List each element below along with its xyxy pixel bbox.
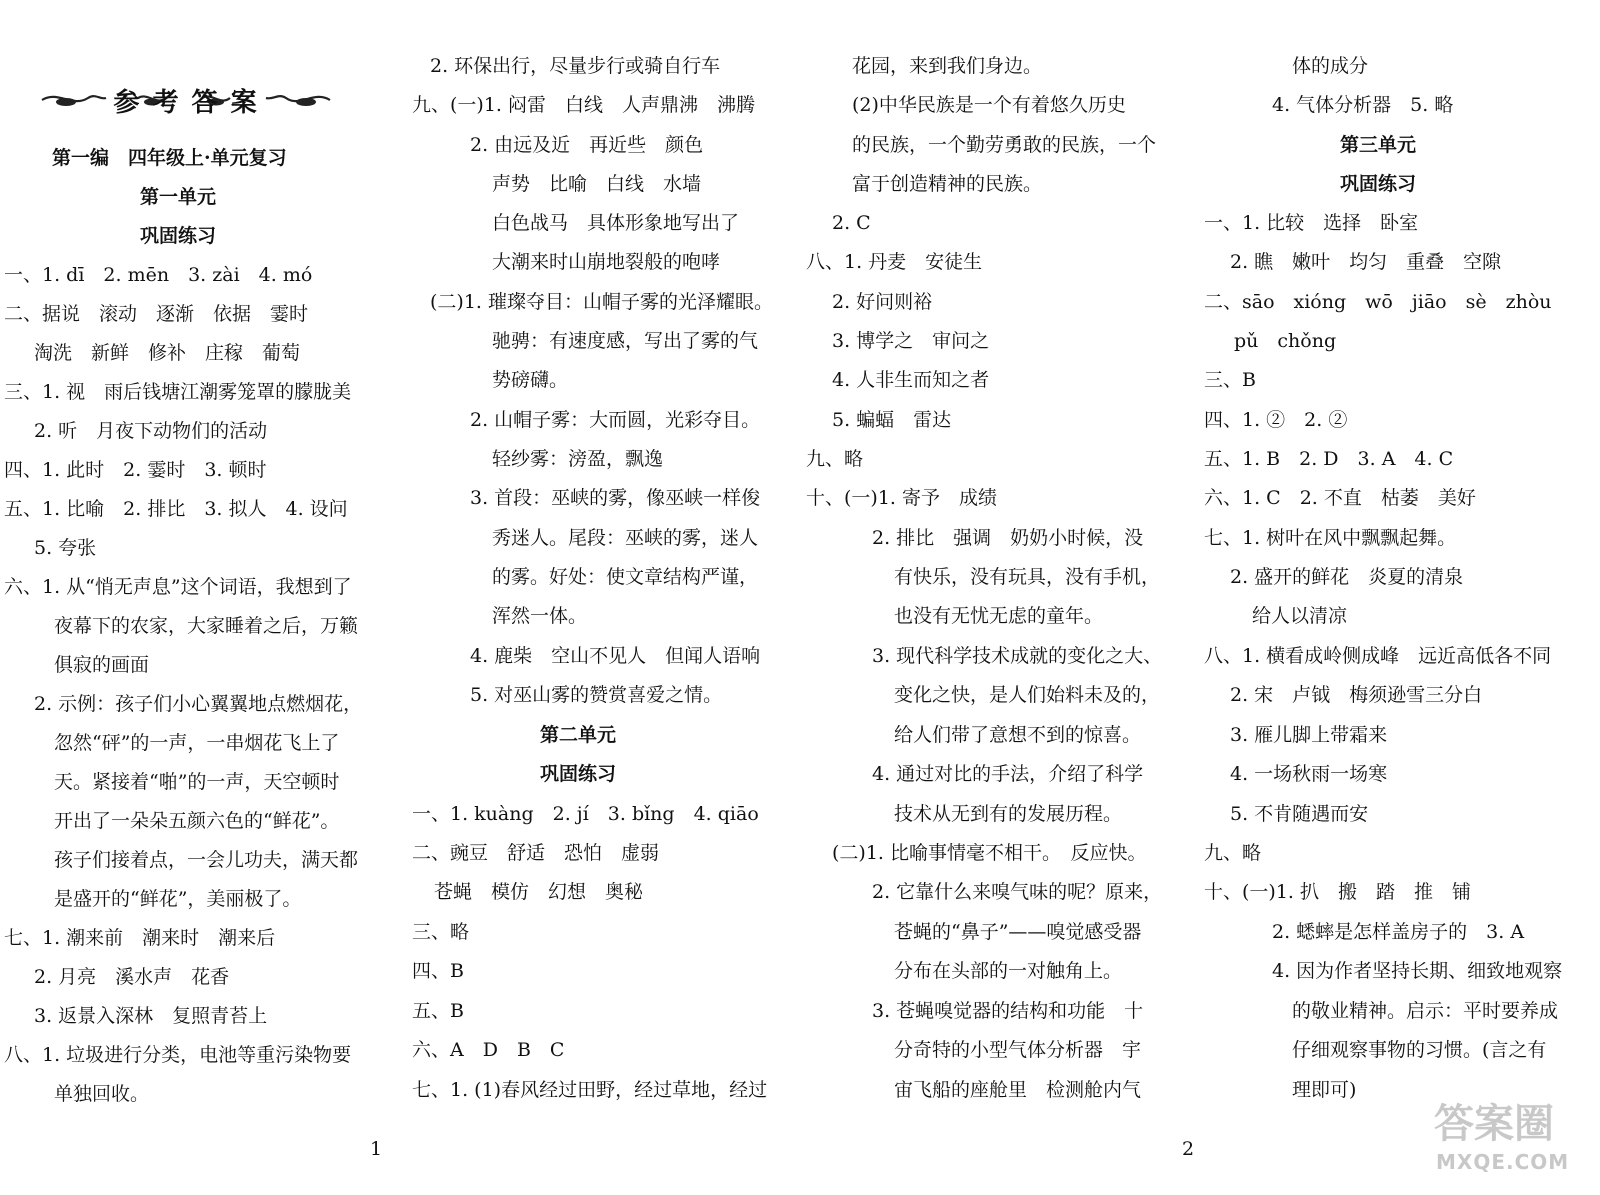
answer-line: 2. 月亮 溪水声 花香 — [34, 966, 230, 988]
answer-line: 四、1. ② 2. ② — [1204, 409, 1348, 431]
answer-line: 九、略 — [806, 448, 864, 470]
answer-line: 5. 对巫山雾的赞赏喜爱之情。 — [470, 684, 723, 706]
answer-line: 二、豌豆 舒适 恐怕 虚弱 — [412, 842, 660, 864]
answer-line: 2. 它靠什么来嗅气味的呢？原来， — [872, 881, 1163, 903]
answer-line: 技术从无到有的发展历程。 — [894, 803, 1123, 825]
answer-line: 十、(一)1. 寄予 成绩 — [806, 487, 997, 509]
answer-line: 5. 蝙蝠 雷达 — [832, 409, 952, 431]
answer-line: 六、1. 从“悄无声息”这个词语，我想到了 — [4, 576, 352, 598]
answer-line: 四、B — [412, 960, 464, 982]
answer-line: 2. 由远及近 再近些 颜色 — [470, 134, 704, 156]
answer-line: 体的成分 — [1292, 55, 1369, 77]
answer-line: 浑然一体。 — [492, 605, 588, 627]
answer-line: 4. 因为作者坚持长期、细致地观察 — [1272, 960, 1563, 982]
answer-line: 一、1. dī 2. mēn 3. zài 4. mó — [4, 264, 313, 286]
answer-line: 2. 宋 卢钺 梅须逊雪三分白 — [1230, 684, 1483, 706]
answer-line: 3. 返景入深林 复照青苔上 — [34, 1005, 268, 1027]
answer-line: 忽然“砰”的一声，一串烟花飞上了 — [54, 732, 340, 754]
answer-line: 的雾。好处：使文章结构严谨， — [492, 566, 759, 588]
answer-line: 给人以清凉 — [1252, 605, 1348, 627]
answer-line: 六、1. C 2. 不直 枯萎 美好 — [1204, 487, 1476, 509]
answer-line: 4. 气体分析器 5. 略 — [1272, 94, 1454, 116]
answer-line: 分布在头部的一对触角上。 — [894, 960, 1123, 982]
answer-line: 5. 夸张 — [34, 537, 97, 559]
answer-line: 的民族，一个勤劳勇敢的民族，一个 — [852, 134, 1157, 156]
answer-line: (二)1. 璀璨夺目：山帽子雾的光泽耀眼。 — [430, 291, 773, 313]
answer-line: 十、(一)1. 扒 搬 踏 推 铺 — [1204, 881, 1471, 903]
answer-line: 轻纱雾：滂盈，飘逸 — [492, 448, 664, 470]
page-number-right: 2 — [1182, 1138, 1195, 1160]
answer-line: 九、略 — [1204, 842, 1262, 864]
answer-line: 2. 排比 强调 奶奶小时候，没 — [872, 527, 1144, 549]
answer-line: 4. 一场秋雨一场寒 — [1230, 763, 1388, 785]
answer-line: 单独回收。 — [54, 1083, 150, 1105]
answer-line: 3. 博学之 审问之 — [832, 330, 990, 352]
answer-line: (2)中华民族是一个有着悠久历史 — [852, 94, 1126, 116]
answer-line: 3. 首段：巫峡的雾，像巫峡一样俊 — [470, 487, 761, 509]
answer-line: 孩子们接着点，一会儿功夫，满天都 — [54, 849, 359, 871]
answer-line: 4. 通过对比的手法，介绍了科学 — [872, 763, 1144, 785]
answer-line: 苍蝇的“鼻子”——嗅觉感受器 — [894, 921, 1142, 943]
answer-line: 淘洗 新鲜 修补 庄稼 葡萄 — [34, 342, 301, 364]
answer-line: 5. 不肯随遇而安 — [1230, 803, 1369, 825]
answer-line: 是盛开的“鲜花”，美丽极了。 — [54, 888, 302, 910]
section-heading: 第二单元 — [540, 724, 617, 746]
section-heading: 第一单元 — [140, 186, 217, 208]
answer-line: 宙飞船的座舱里 检测舱内气 — [894, 1079, 1142, 1101]
answer-line: 天。紧接着“啪”的一声，天空顿时 — [54, 771, 340, 793]
answer-line: (二)1. 比喻事情毫不相干。 反应快。 — [832, 842, 1147, 864]
answer-line: 八、1. 横看成岭侧成峰 远近高低各不同 — [1204, 645, 1552, 667]
answer-line: 仔细观察事物的习惯。(言之有 — [1292, 1039, 1547, 1061]
answer-line: 三、略 — [412, 921, 470, 943]
answer-line: 富于创造精神的民族。 — [852, 173, 1043, 195]
answer-line: 给人们带了意想不到的惊喜。 — [894, 724, 1142, 746]
answer-line: 4. 人非生而知之者 — [832, 369, 990, 391]
watermark-logo — [1418, 1092, 1568, 1187]
answer-line: 二、据说 滚动 逐渐 依据 霎时 — [4, 303, 309, 325]
answer-line: pǔ chǒng — [1234, 330, 1337, 352]
answer-line: 六、A D B C — [412, 1039, 565, 1061]
answer-line: 苍蝇 模仿 幻想 奥秘 — [434, 881, 644, 903]
answer-line: 秀迷人。尾段：巫峡的雾，迷人 — [492, 527, 759, 549]
answer-line: 3. 苍蝇嗅觉器的结构和功能 十 — [872, 1000, 1144, 1022]
watermark-url: MXQE.COM — [1436, 1150, 1570, 1174]
answer-line: 2. 盛开的鲜花 炎夏的清泉 — [1230, 566, 1464, 588]
answer-line: 二、sāo xióng wō jiāo sè zhòu — [1204, 291, 1552, 313]
answer-line: 势磅礴。 — [492, 369, 569, 391]
answer-line: 九、(一)1. 闷雷 白线 人声鼎沸 沸腾 — [412, 94, 755, 116]
answer-line: 2. 山帽子雾：大而圆，光彩夺目。 — [470, 409, 761, 431]
answer-line: 七、1. (1)春风经过田野，经过草地，经过 — [412, 1079, 768, 1101]
section-heading: 第一编 四年级上·单元复习 — [52, 147, 287, 169]
answer-line: 八、1. 丹麦 安徒生 — [806, 251, 983, 273]
answer-line: 一、1. 比较 选择 卧室 — [1204, 212, 1419, 234]
section-heading: 巩固练习 — [1340, 173, 1417, 195]
answer-line: 三、B — [1204, 369, 1256, 391]
answer-line: 2. 蟋蟀是怎样盖房子的 3. A — [1272, 921, 1525, 943]
answer-line: 2. 瞧 嫩叶 均匀 重叠 空隙 — [1230, 251, 1502, 273]
answer-line: 五、1. 比喻 2. 排比 3. 拟人 4. 设问 — [4, 498, 348, 520]
answer-line: 五、B — [412, 1000, 464, 1022]
answer-line: 4. 鹿柴 空山不见人 但闻人语响 — [470, 645, 761, 667]
answer-line: 八、1. 垃圾进行分类，电池等重污染物要 — [4, 1044, 352, 1066]
banner-title: 参 考 答 案 — [113, 88, 259, 118]
answer-line: 白色战马 具体形象地写出了 — [492, 212, 740, 234]
answer-line: 俱寂的画面 — [54, 654, 150, 676]
answer-line: 四、1. 此时 2. 霎时 3. 顿时 — [4, 459, 267, 481]
answer-line: 的敬业精神。启示：平时要养成 — [1292, 1000, 1559, 1022]
answer-line: 2. C — [832, 212, 871, 234]
answer-line: 开出了一朵朵五颜六色的“鲜花”。 — [54, 810, 340, 832]
section-heading: 巩固练习 — [540, 763, 617, 785]
watermark-text: 答案圈 — [1434, 1100, 1554, 1147]
answer-line: 驰骋：有速度感，写出了雾的气 — [492, 330, 759, 352]
answer-line: 3. 雁儿脚上带霜来 — [1230, 724, 1388, 746]
answer-line: 分奇特的小型气体分析器 宇 — [894, 1039, 1142, 1061]
answer-line: 五、1. B 2. D 3. A 4. C — [1204, 448, 1454, 470]
answer-line: 花园，来到我们身边。 — [852, 55, 1043, 77]
answer-line: 三、1. 视 雨后钱塘江潮雾笼罩的朦胧美 — [4, 381, 352, 403]
answer-line: 2. 听 月夜下动物们的活动 — [34, 420, 268, 442]
section-heading: 巩固练习 — [140, 225, 217, 247]
section-heading: 第三单元 — [1340, 134, 1417, 156]
answer-line: 七、1. 潮来前 潮来时 潮来后 — [4, 927, 276, 949]
page-number-left: 1 — [370, 1138, 383, 1160]
answer-key-banner — [38, 78, 334, 118]
answer-line: 七、1. 树叶在风中飘飘起舞。 — [1204, 527, 1457, 549]
answer-line: 也没有无忧无虑的童年。 — [894, 605, 1104, 627]
answer-line: 2. 好问则裕 — [832, 291, 933, 313]
answer-line: 2. 示例：孩子们小心翼翼地点燃烟花， — [34, 693, 363, 715]
answer-line: 2. 环保出行，尽量步行或骑自行车 — [430, 55, 721, 77]
answer-line: 一、1. kuàng 2. jí 3. bǐng 4. qiāo — [412, 803, 759, 825]
answer-line: 大潮来时山崩地裂般的咆哮 — [492, 251, 721, 273]
answer-line: 理即可) — [1292, 1079, 1357, 1101]
answer-line: 3. 现代科学技术成就的变化之大、 — [872, 645, 1163, 667]
answer-line: 声势 比喻 白线 水墙 — [492, 173, 702, 195]
answer-line: 夜幕下的农家，大家睡着之后，万籁 — [54, 615, 359, 637]
answer-line: 变化之快，是人们始料未及的， — [894, 684, 1161, 706]
answer-line: 有快乐，没有玩具，没有手机， — [894, 566, 1161, 588]
